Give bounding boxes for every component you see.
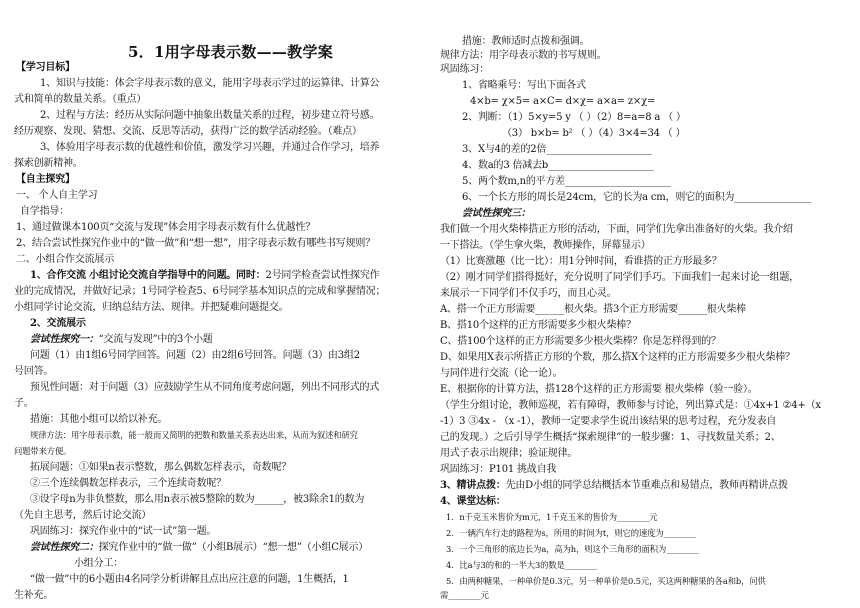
- left-line: ③设字母n为非负整数，那么用n表示被5整除的数为______，被3除余1的数为: [30, 494, 365, 505]
- right-line: 3．一个三角形的底边长为a，高为h，则这个三角形的面积为________: [446, 544, 699, 554]
- left-line: 自学指导：: [20, 206, 69, 217]
- right-line: E、根据你的计算方法，搭128个这样的正方形需要 根火柴棒（验一验）。: [440, 384, 758, 395]
- right-line: 一下搭法。（学生拿火柴，教师操作，屏幕显示）: [440, 240, 651, 251]
- right-line: 4×b= χ×5= a×C= d×χ= a×a= z×χ=: [470, 96, 656, 107]
- right-line: 4、课堂达标：: [440, 496, 506, 507]
- left-line: 预见性问题：对于问题（3）应鼓励学生从不同角度考虑问题，列出不同形式的式: [30, 382, 380, 393]
- left-line: 尝试性探究一：“交流与发现”中的3个小题: [30, 334, 213, 345]
- left-line: 子。: [14, 398, 34, 409]
- right-line: 4、数a的3 倍减去b______________________: [462, 160, 654, 171]
- left-line: 业的完成情况，并做好记录；1号同学检查5、6号同学基本知识点的完成和掌握情况；: [14, 286, 386, 297]
- left-line: 2、结合尝试性探究作业中的“做一做”和“想一想”，用字母表示数有哪些书写规则？: [16, 238, 376, 249]
- right-line: 需________元: [440, 590, 489, 600]
- right-line: B、搭10个这样的正方形需要多少根火柴棒？: [440, 320, 636, 331]
- left-line: ②三个连续偶数怎样表示，三个连续奇数呢？: [30, 478, 226, 489]
- left-line: 号回答。: [14, 366, 54, 377]
- left-line: 拓展问题：①如果n表示整数，那么偶数怎样表示，奇数呢？: [30, 462, 292, 473]
- left-line: 巩固练习：探究作业中的“试一试”第一题。: [30, 526, 217, 537]
- right-line: 2．一辆汽车行走的路程为s，所用的时间为t，则它的速度为________: [446, 528, 696, 538]
- right-line: 3、X与4的差的2倍______________________: [462, 144, 652, 155]
- left-line: 尝试性探究二：探究作业中的“做一做”（小组B展示）“想一想”（小组C展示）: [30, 542, 369, 553]
- right-line: （2）刚才同学们搭得挺好，充分说明了同学们手巧。下面我们一起来讨论一组题，: [440, 272, 799, 283]
- left-line: 问题（1）由1组6号同学回答。问题（2）由2组6号回答。问题（3）由3组2: [30, 350, 360, 361]
- right-line: 1、省略乘号：写出下面各式: [462, 80, 586, 91]
- right-line: 6、一个长方形的周长是24cm，它的长为a cm，则它的面积为________________: [462, 192, 811, 203]
- left-line: “做一做”中的6小题由4名同学分析讲解且点出应注意的问题，1生概括，1: [30, 574, 349, 585]
- left-line: 式和简单的数量关系。（重点）: [14, 94, 147, 105]
- left-line: 探索创新精神。: [14, 158, 83, 169]
- right-line: 4．比a与3的和的一半大3的数是________: [446, 560, 598, 570]
- left-line: 措施：其他小组可以给以补充。: [30, 414, 168, 425]
- left-line: 生补充。: [14, 590, 54, 601]
- right-line: 己的发现。）之后引导学生概括“探索规律”的一般步骤：1、寻找数量关系；2、: [440, 432, 781, 443]
- left-line: 规律方法：用字母表示数，能一般而又简明的把数和数量关系表达出来，从而为叙述和研究: [30, 430, 358, 440]
- left-line: 小组同学讨论交流，归纳总结方法、规律。并把疑难问题提交。: [14, 302, 289, 313]
- left-line: 小组分工：: [74, 558, 123, 569]
- right-line: 我们做一个用火柴棒搭正方形的活动，下面，同学们先拿出准备好的火柴。我介绍: [440, 224, 793, 235]
- right-line: C、搭100个这样的正方形需要多少根火柴棒？你是怎样得到的？: [440, 336, 721, 347]
- right-line: （学生分组讨论，教师巡视，若有障碍，教师参与讨论，列出算式是：①4x+1 ②4+（x: [440, 400, 821, 411]
- right-line: 5、两个数m,n的平方差______________________: [462, 176, 671, 187]
- right-line: 措施：教师适时点拨和强调。: [462, 36, 590, 47]
- right-line: A、搭一个正方形需要______根火柴。搭3个正方形需要______根火柴棒: [440, 304, 746, 315]
- right-line: 2、判断：（1）5×y=5 y （ ）（2）8=a=8 a （ ）: [462, 112, 686, 123]
- page-title: 5．1用字母表示数——教学案: [128, 43, 334, 61]
- right-line: 5．由两种糖果，一种单价是0.3元，另一种单价是0.5元，买这两种糖果的各a和b，问供: [446, 576, 766, 586]
- left-line: 【学习目标】: [16, 62, 75, 73]
- left-line: 2、交流展示: [30, 318, 86, 329]
- left-line: 1、合作交流 小组讨论交流自学指导中的问题。同时：2号同学检查尝试性探究作: [30, 270, 380, 281]
- right-line: 1．n千克玉米售价为m元，1千克玉米的售价为________元: [446, 512, 658, 522]
- right-line: D、如果用X表示所搭正方形的个数，那么搭X个这样的正方形需要多少根火柴棒？: [440, 352, 795, 363]
- right-line: （1）比赛激趣（比一比）：用1分钟时间，看谁搭的正方形最多？: [440, 256, 722, 267]
- right-line: 巩固练习：P101 挑战自我: [440, 464, 557, 475]
- left-line: 经历观察、发现、猜想、交流、反思等活动，获得广泛的数学活动经验。（难点）: [14, 126, 362, 137]
- right-line: （3） b×b= b² （ ）（4）3×4=34 （ ）: [502, 128, 686, 139]
- left-line: 2、过程与方法：经历从实际问题中抽象出数量关系的过程，初步建立符号感。: [40, 110, 380, 121]
- right-line: 3、精讲点拨：先由D小组的同学总结概括本节重难点和易错点，教师再精讲点拨: [440, 480, 788, 491]
- left-line: （先自主思考，然后讨论交流）: [14, 510, 152, 521]
- right-line: 巩固练习：: [440, 64, 489, 75]
- left-line: 问题带来方便。: [14, 446, 72, 456]
- left-line: 1、通过做课本100页“交流与发现”体会用字母表示数有什么优越性？: [16, 222, 316, 233]
- right-line: 来展示一下同学们不仅手巧，而且心灵。: [440, 288, 617, 299]
- left-line: 一、 个人自主学习: [16, 190, 98, 201]
- right-line: 用式子表示出规律；验证规律。: [440, 448, 578, 459]
- left-line: 1、知识与技能：体会字母表示数的意义，能用字母表示学过的运算律、计算公: [40, 78, 380, 89]
- right-line: 与同伴进行交流（论一论）。: [440, 368, 563, 379]
- left-line: 【自主探究】: [16, 174, 75, 185]
- right-line: 尝试性探究三：: [462, 208, 531, 219]
- right-line: -1）3 ③4x - （x -1），教师一定要求学生说出该结果的思考过程，充分发表自: [440, 416, 777, 427]
- left-line: 3、体验用字母表示数的优越性和价值，激发学习兴趣，并通过合作学习，培养: [40, 142, 380, 153]
- left-line: 二、小组合作交流展示: [16, 254, 114, 265]
- right-line: 规律方法：用字母表示数的书写规则。: [440, 50, 607, 61]
